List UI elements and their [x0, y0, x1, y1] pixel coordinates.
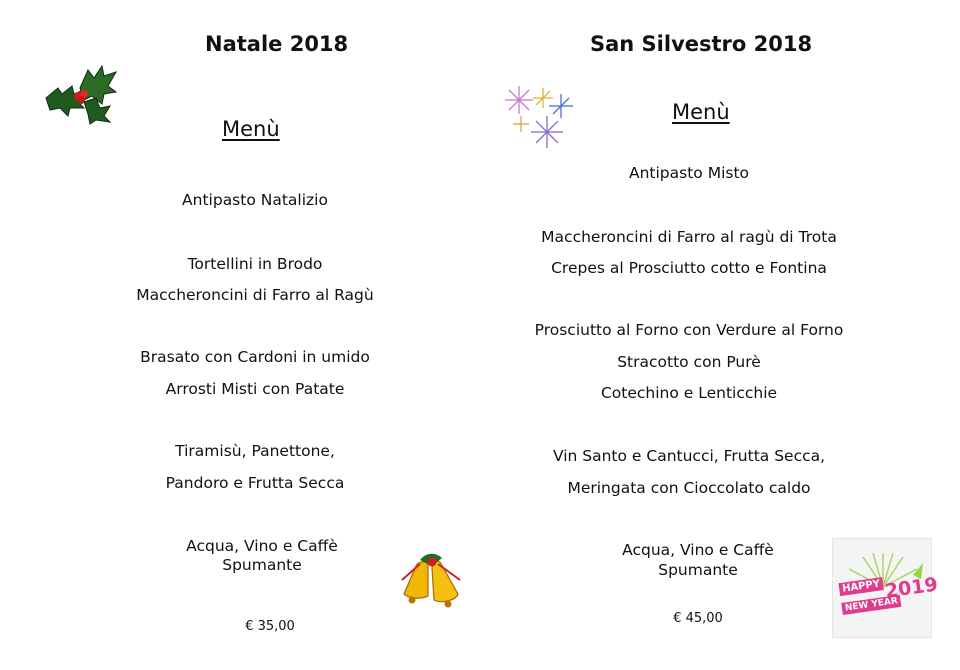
san-silvestro-item-secondo-1: Prosciutto al Forno con Verdure al Forno — [534, 321, 844, 339]
san-silvestro-item-secondo-2: Stracotto con Purè — [617, 353, 761, 371]
natale-menu-heading: Menù — [222, 117, 280, 141]
natale-item-antipasto: Antipasto Natalizio — [182, 191, 328, 209]
natale-item-secondo-2: Arrosti Misti con Patate — [165, 380, 345, 398]
natale-item-dolce-2: Pandoro e Frutta Secca — [165, 474, 345, 492]
san-silvestro-price: € 45,00 — [673, 611, 723, 626]
san-silvestro-item-spumante: Spumante — [658, 561, 738, 579]
badge-new-year: NEW YEAR — [841, 595, 901, 615]
san-silvestro-item-bevande: Acqua, Vino e Caffè — [622, 541, 774, 559]
natale-price: € 35,00 — [245, 619, 295, 634]
natale-item-secondo-1: Brasato con Cardoni in umido — [140, 348, 370, 366]
natale-item-primo-1: Tortellini in Brodo — [187, 255, 323, 273]
natale-item-bevande: Acqua, Vino e Caffè — [186, 537, 338, 555]
san-silvestro-item-primo-1: Maccheroncini di Farro al ragù di Trota — [541, 228, 837, 246]
natale-item-primo-2: Maccheroncini di Farro al Ragù — [136, 286, 374, 304]
natale-item-dolce-1: Tiramisù, Panettone, — [175, 442, 335, 460]
holly-icon — [40, 58, 120, 130]
natale-title: Natale 2018 — [205, 32, 349, 56]
san-silvestro-menu-heading: Menù — [672, 100, 730, 124]
badge-happy: HAPPY — [838, 577, 883, 596]
san-silvestro-item-dolce-1: Vin Santo e Cantucci, Frutta Secca, — [552, 447, 826, 465]
san-silvestro-title: San Silvestro 2018 — [590, 32, 813, 56]
happy-new-year-badge — [832, 538, 940, 638]
san-silvestro-item-antipasto: Antipasto Misto — [628, 164, 750, 182]
natale-item-spumante: Spumante — [222, 556, 302, 574]
san-silvestro-item-secondo-3: Cotechino e Lenticchie — [600, 384, 778, 402]
badge-year: 2019 — [883, 573, 940, 603]
san-silvestro-item-dolce-2: Meringata con Cioccolato caldo — [567, 479, 811, 497]
fireworks-icon — [503, 84, 575, 156]
christmas-bells-icon — [398, 550, 470, 616]
san-silvestro-item-primo-2: Crepes al Prosciutto cotto e Fontina — [551, 259, 827, 277]
